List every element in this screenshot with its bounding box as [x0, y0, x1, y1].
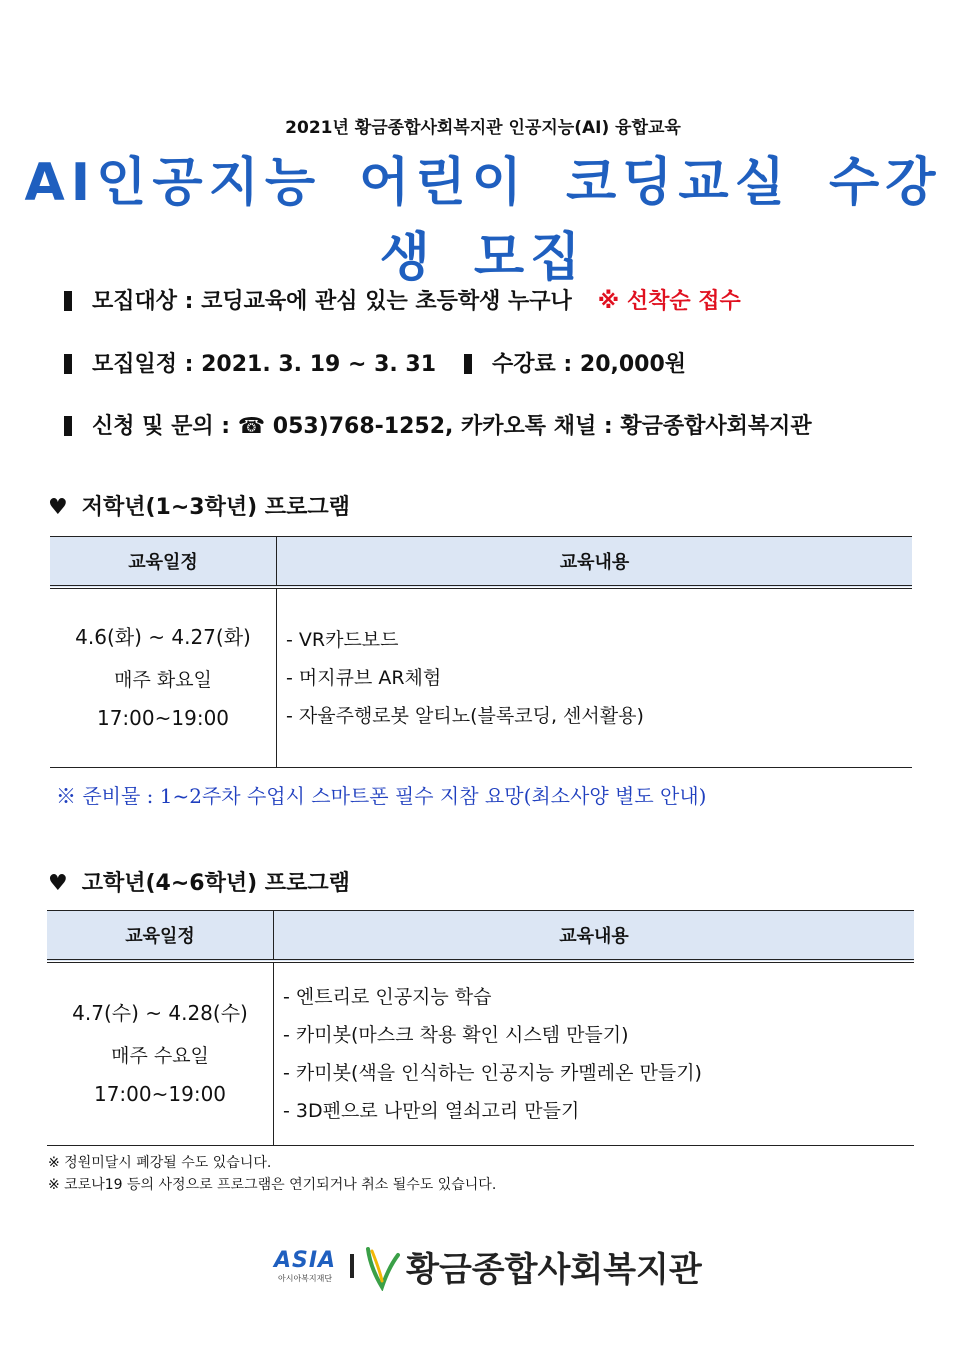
upper-item: - 카미봇(색을 인식하는 인공지능 카멜레온 만들기)	[283, 1061, 702, 1084]
upper-day: 매주 수요일	[111, 1045, 209, 1068]
lower-heading-text: 저학년(1~3학년) 프로그램	[81, 495, 350, 520]
lower-col-content: 교육내용	[277, 537, 913, 588]
info-schedule-row	[64, 347, 686, 378]
lower-date-range: 4.6(화) ~ 4.27(화)	[75, 625, 251, 650]
heart-icon: ♥	[48, 871, 68, 896]
upper-schedule-cell	[47, 961, 274, 1145]
info-target-note: ※ 선착순 접수	[597, 289, 741, 314]
footer-logos	[274, 1236, 702, 1296]
lower-content-cell	[277, 587, 913, 767]
event-subtitle: 2021년 황금종합사회복지관 인공지능(AI) 융합교육	[285, 118, 681, 138]
upper-item: - 카미봇(마스크 착용 확인 시스템 만들기)	[283, 1023, 629, 1046]
upper-section-heading	[48, 866, 350, 897]
heart-icon: ♥	[48, 495, 68, 520]
footnote: ※ 코로나19 등의 사정으로 프로그램은 연기되거나 취소 될수도 있습니다.	[48, 1177, 497, 1193]
upper-content-cell	[274, 961, 915, 1145]
lower-item: - VR카드보드	[286, 628, 399, 651]
lower-program-table	[50, 536, 912, 768]
bullet-square-icon	[64, 354, 72, 374]
lower-time: 17:00~19:00	[96, 706, 230, 731]
info-contact: 신청 및 문의 : ☎ 053)768-1252, 카카오톡 채널 : 황금종합사회복지관	[92, 414, 812, 439]
bullet-square-icon	[464, 354, 472, 374]
info-schedule: 모집일정 : 2021. 3. 19 ~ 3. 31	[92, 352, 437, 377]
welfare-center-name: 황금종합사회복지관	[406, 1249, 702, 1290]
upper-heading-text: 고학년(4~6학년) 프로그램	[81, 871, 350, 896]
lower-item: - 자율주행로봇 알티노(블록코딩, 센서활용)	[286, 704, 644, 727]
page-title: AI인공지능 어린이 코딩교실 수강생 모집	[24, 153, 942, 288]
upper-date-range: 4.7(수) ~ 4.28(수)	[72, 1001, 248, 1026]
lower-prep-note: ※ 준비물 : 1~2주차 수업시 스마트폰 필수 지참 요망(최소사양 별도 안내)	[56, 784, 707, 808]
bullet-square-icon	[64, 291, 72, 311]
upper-program-table	[47, 910, 914, 1146]
sprout-logo-icon	[364, 1241, 400, 1291]
info-fee: 수강료 : 20,000원	[492, 352, 687, 377]
lower-day: 매주 화요일	[114, 669, 212, 692]
asia-foundation-logo	[274, 1248, 336, 1284]
upper-col-content: 교육내용	[274, 911, 915, 962]
asia-mark: ASIA	[274, 1248, 337, 1273]
info-target: 모집대상 : 코딩교육에 관심 있는 초등학생 누구나	[92, 289, 572, 314]
upper-item: - 엔트리로 인공지능 학습	[283, 985, 492, 1008]
info-target-row	[64, 284, 741, 315]
upper-time: 17:00~19:00	[93, 1082, 227, 1107]
lower-item: - 머지큐브 AR체험	[286, 666, 442, 689]
upper-col-schedule: 교육일정	[47, 911, 274, 962]
asia-org-name: 아시아복지재단	[277, 1274, 333, 1283]
lower-section-heading	[48, 490, 350, 521]
lower-schedule-cell	[50, 587, 277, 767]
upper-item: - 3D펜으로 나만의 열쇠고리 만들기	[283, 1099, 580, 1122]
lower-col-schedule: 교육일정	[50, 537, 277, 588]
footnote: ※ 정원미달시 폐강될 수도 있습니다.	[48, 1155, 272, 1171]
bullet-square-icon	[64, 416, 72, 436]
info-contact-row	[64, 409, 812, 440]
logo-divider	[350, 1254, 354, 1278]
